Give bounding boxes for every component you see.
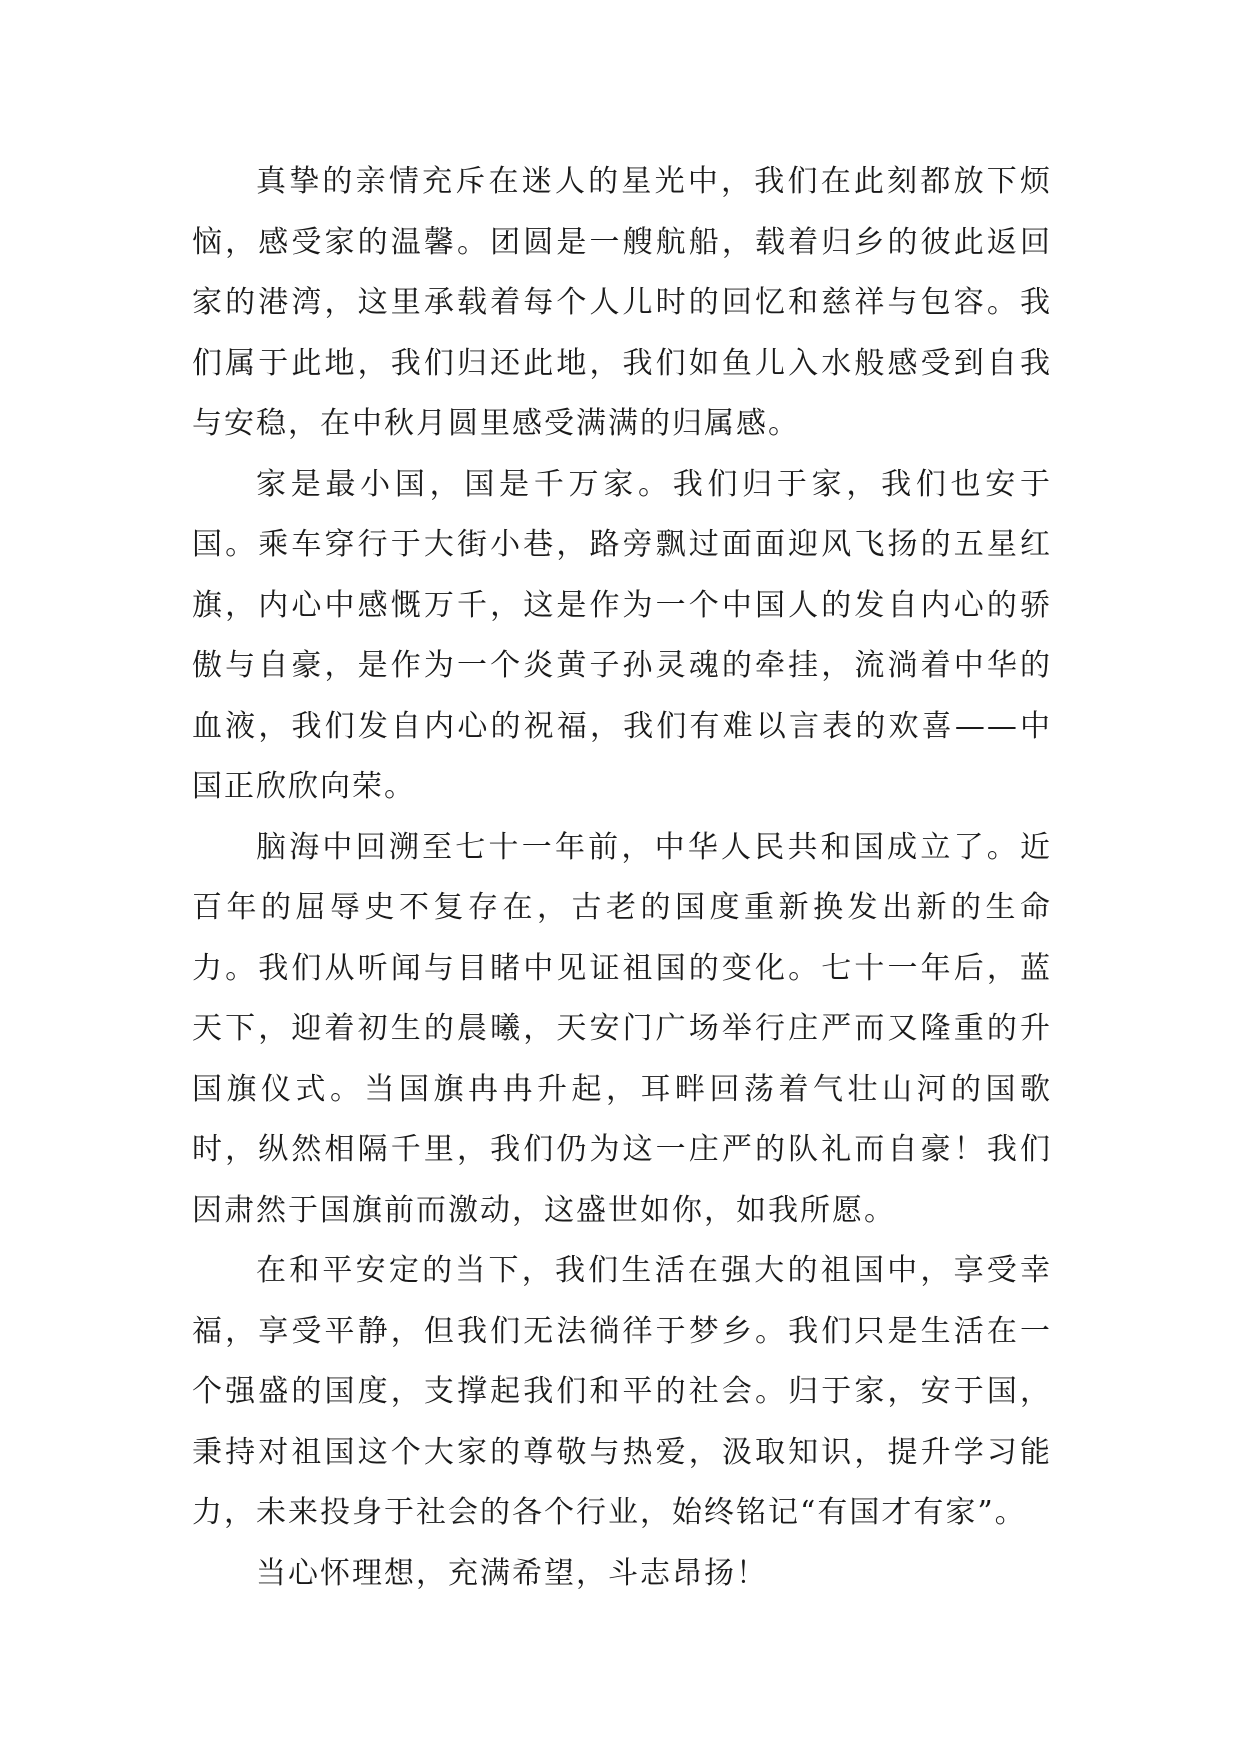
paragraph-3: 脑海中回溯至七十一年前，中华人民共和国成立了。近百年的屈辱史不复存在，古老的国度重新换发出新的生命力。我们从听闻与目睹中见证祖国的变化。七十一年后，蓝天下，迎着初生的晨曦，天安门广场举行庄严而又隆重的升国旗仪式。当国旗冉冉升起，耳畔回荡着气壮山河的国歌时，纵然相隔千里，我们仍为这一庄严的队礼而自豪！我们因肃然于国旗前而激动，这盛世如你，如我所愿。 (192, 829, 1052, 1228)
document-body (192, 152, 1052, 1604)
paragraph-2: 家是最小国，国是千万家。我们归于家，我们也安于国。乘车穿行于大街小巷，路旁飘过面面迎风飞扬的五星红旗，内心中感慨万千，这是作为一个中国人的发自内心的骄傲与自豪，是作为一个炎黄子孙灵魂的牵挂，流淌着中华的血液，我们发自内心的祝福，我们有难以言表的欢喜——中国正欣欣向荣。 (192, 466, 1052, 804)
paragraph-5: 当心怀理想，充满希望，斗志昂扬！ (256, 1555, 768, 1591)
paragraph-4: 在和平安定的当下，我们生活在强大的祖国中，享受幸福，享受平静，但我们无法徜徉于梦乡。我们只是生活在一个强盛的国度，支撑起我们和平的社会。归于家，安于国，秉持对祖国这个大家的尊敬与热爱，汲取知识，提升学习能力，未来投身于社会的各个行业，始终铭记“有国才有家”。 (192, 1253, 1052, 1530)
paragraph-1: 真挚的亲情充斥在迷人的星光中，我们在此刻都放下烦恼，感受家的温馨。团圆是一艘航船，载着归乡的彼此返回家的港湾，这里承载着每个人儿时的回忆和慈祥与包容。我们属于此地，我们归还此地，我们如鱼儿入水般感受到自我与安稳，在中秋月圆里感受满满的归属感。 (192, 164, 1052, 441)
